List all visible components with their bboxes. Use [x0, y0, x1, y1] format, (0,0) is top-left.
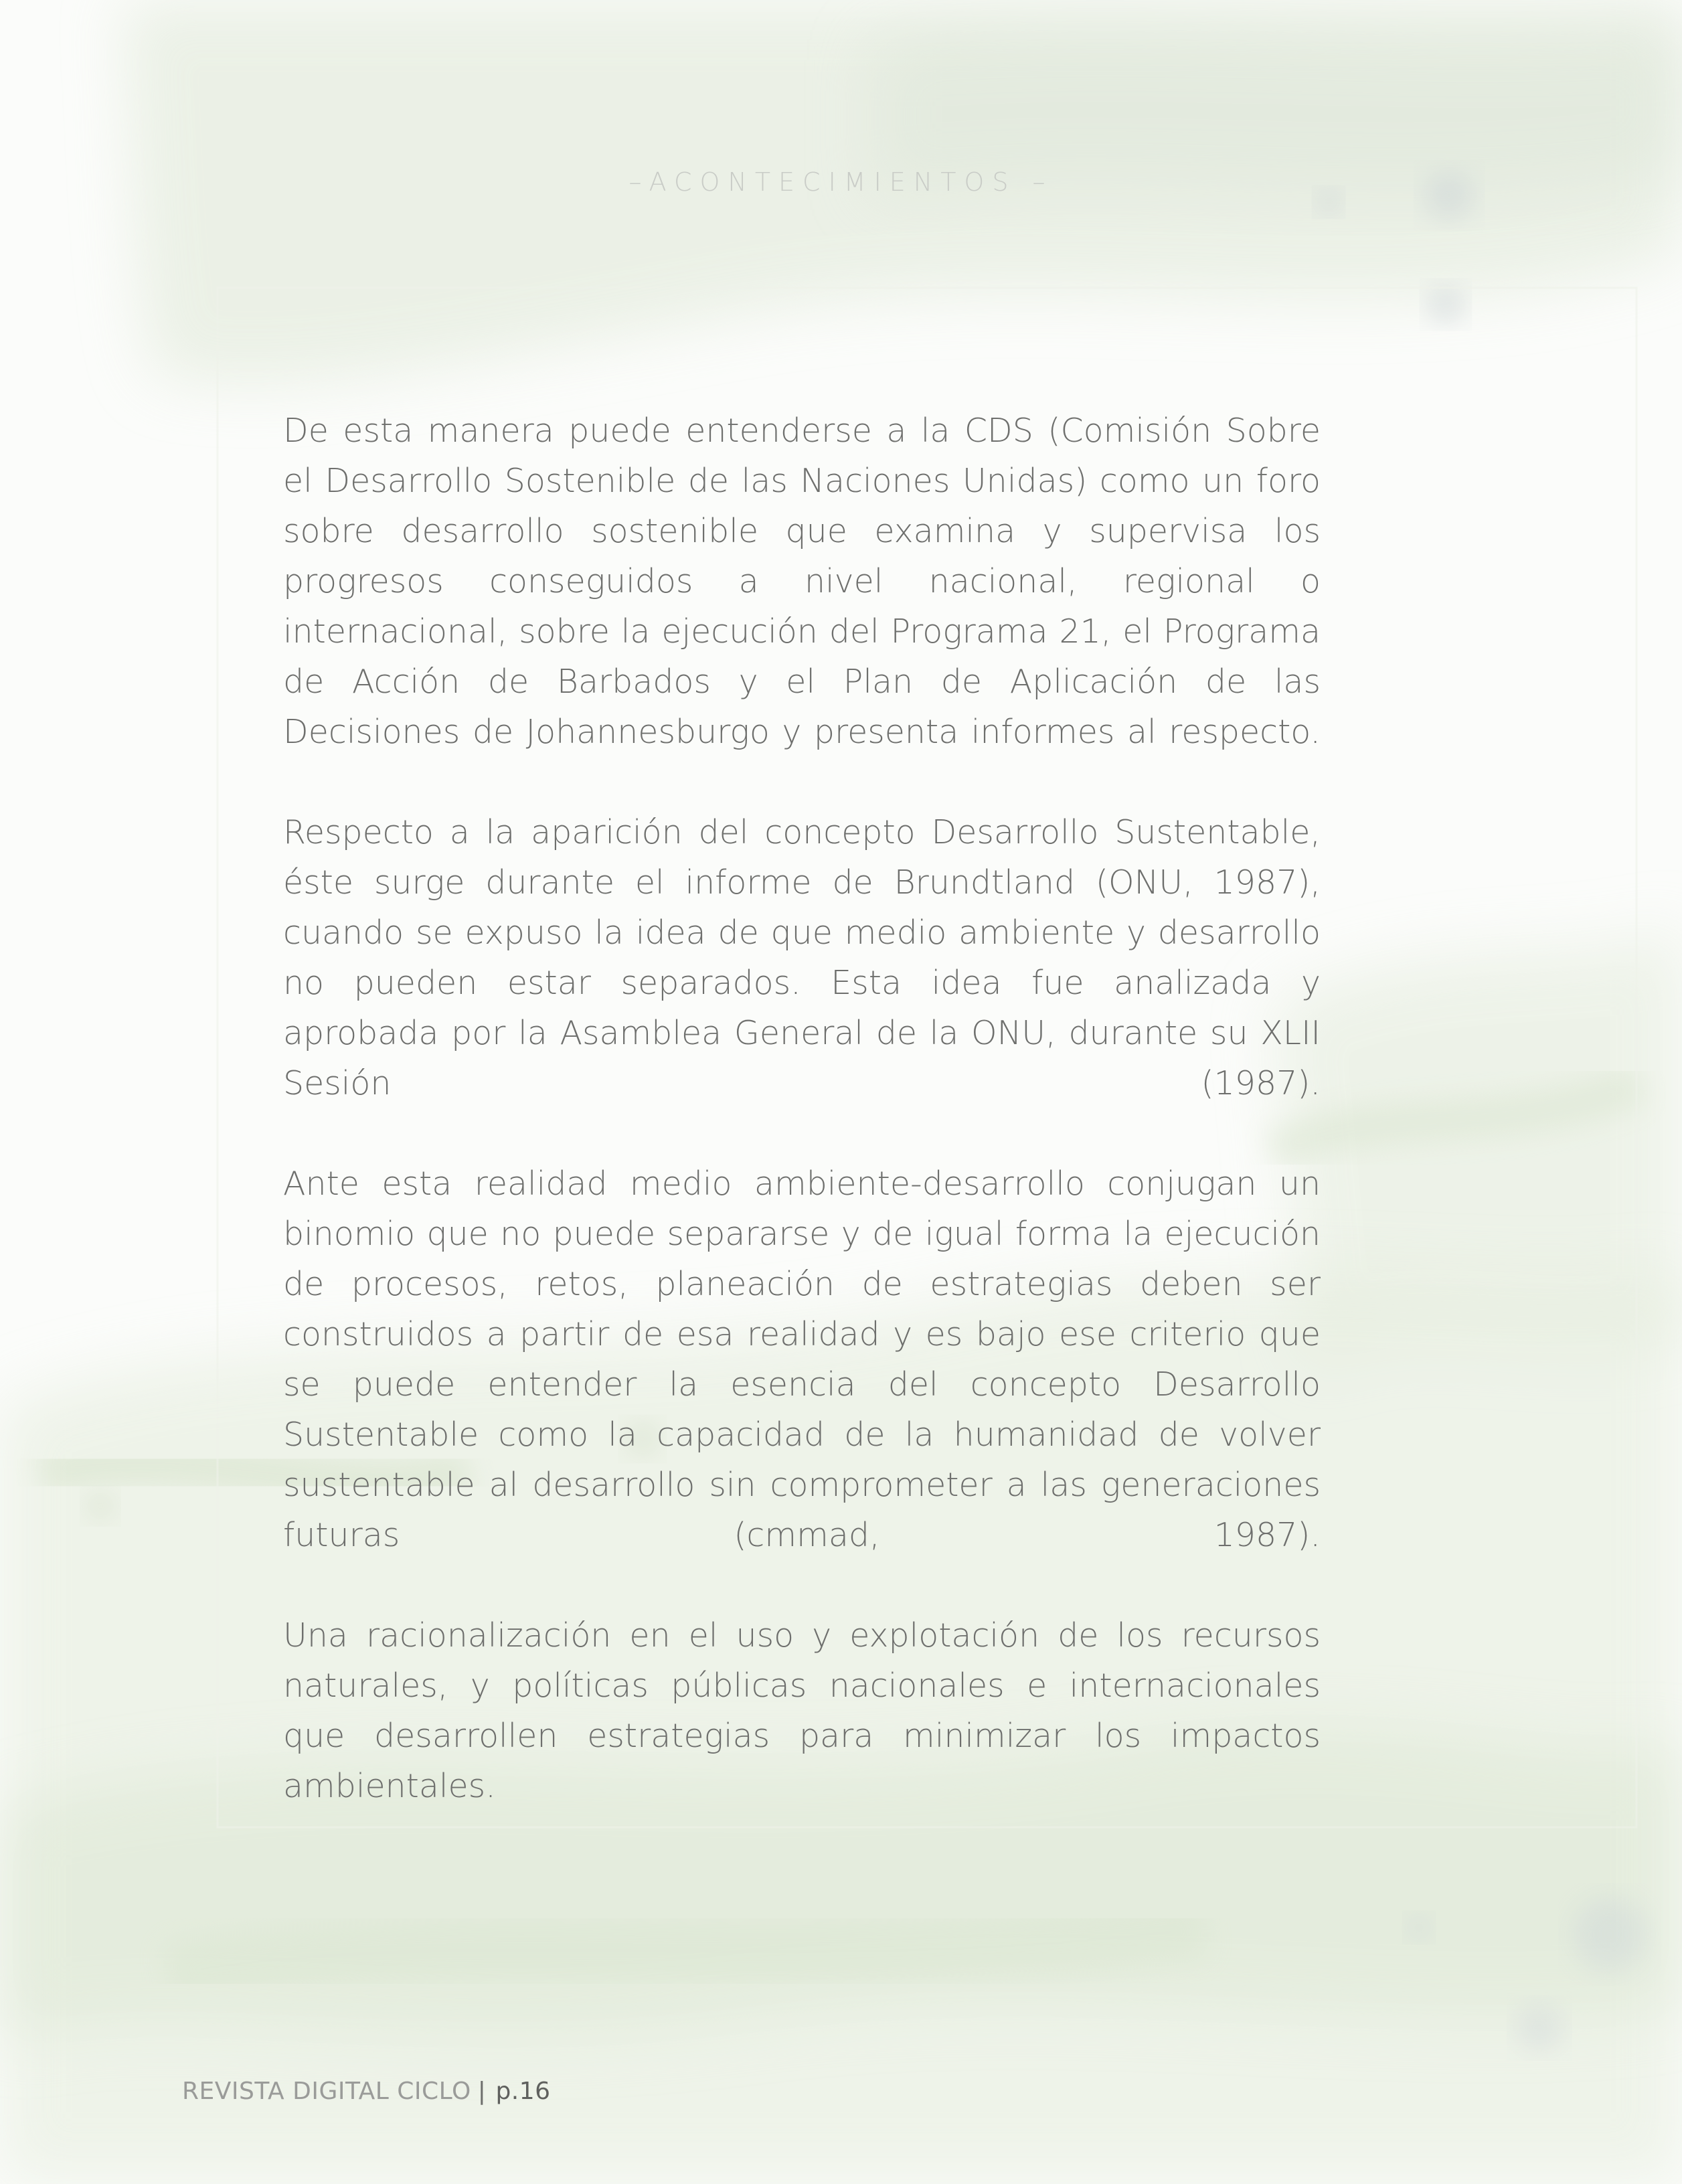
- section-header: –ACONTECIMIENTOS –: [628, 167, 1054, 197]
- paragraph: Una racionalización en el uso y explotación de los recursos naturales, y políticas públicas nacionales e internacionales que desarrollen estrategias para minimizar los impactos ambientales.: [283, 1616, 1321, 1805]
- footer-separator: |: [477, 2078, 487, 2105]
- paragraph: De esta manera puede entenderse a la CDS (Comisión Sobre el Desarrollo Sostenible de las Naciones Unidas) como un foro sobre desarrollo sostenible que examina y supervisa los progresos conseguidos a nivel nacional, regional o internacional, sobre la ejecución del Programa 21, el Programa de Acción de Barbados y el Plan de Aplicación de las Decisiones de Johannesburgo y presenta informes al respecto.: [283, 412, 1321, 751]
- publication-name: REVISTA DIGITAL CICLO: [182, 2078, 471, 2105]
- page-number: p.16: [495, 2078, 551, 2105]
- paragraph: Respecto a la aparición del concepto Desarrollo Sustentable, éste surge durante el informe de Brundtland (ONU, 1987), cuando se expuso la idea de que medio ambiente y desarrollo no pueden estar separados. Esta idea fue analizada y aprobada por la Asamblea General de la ONU, durante su XLII Sesión (1987).: [283, 813, 1321, 1102]
- page-footer: [182, 2078, 551, 2105]
- paragraph: Ante esta realidad medio ambiente-desarrollo conjugan un binomio que no puede separarse y de igual forma la ejecución de procesos, retos, planeación de estrategias deben ser construidos a partir de esa realidad y es bajo ese criterio que se puede entender la esencia del concepto Desarrollo Sustentable como la capacidad de la humanidad de volver sustentable al desarrollo sin comprometer a las generaciones futuras (cmmad, 1987).: [283, 1165, 1321, 1554]
- article-body: [283, 406, 1321, 1811]
